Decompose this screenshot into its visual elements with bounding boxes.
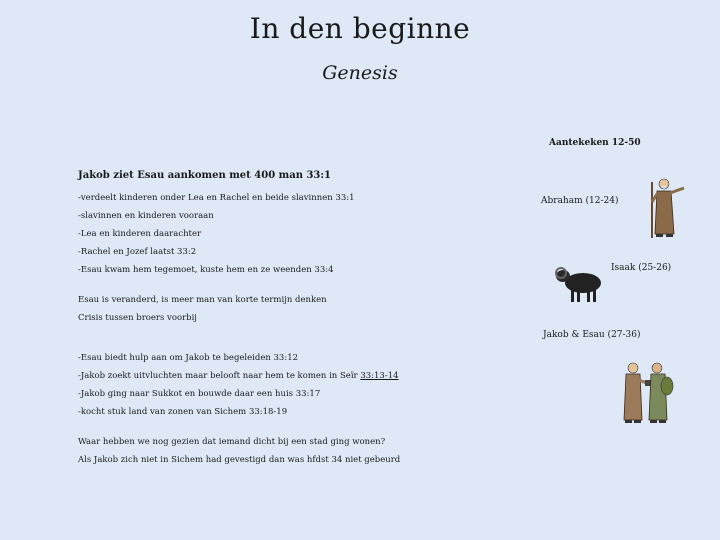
slide-subtitle: Genesis [322, 62, 398, 84]
aside-heading: Aantekeken 12-50 [549, 138, 641, 148]
slide-title: In den beginne [249, 12, 471, 45]
section-heading: Jakob ziet Esau aankomen met 400 man 33:1 [78, 170, 332, 181]
verse-reference: 33:13-14 [360, 371, 399, 381]
text-line: -Jakob ging naar Sukkot en bouwde daar een huis 33:17 [78, 389, 321, 399]
text-line: -Rachel en Jozef laatst 33:2 [78, 247, 197, 257]
main-text [78, 170, 498, 469]
text-line: -Esau kwam hem tegemoet, kuste hem en ze weenden 33:4 [78, 265, 334, 275]
abraham-label: Abraham (12-24) [541, 196, 619, 206]
text-line-main: -Jakob zoekt uitvluchten maar belooft naar hem te komen in Seïr [78, 371, 358, 381]
text-line: Als Jakob zich niet in Sichem had gevestigd dan was hfdst 34 niet gebeurd [78, 455, 401, 465]
text-line: -verdeelt kinderen onder Lea en Rachel en beide slavinnen 33:1 [78, 193, 355, 203]
text-line: -Lea en kinderen daarachter [78, 229, 202, 239]
jacob-esau-figures-icon [617, 360, 675, 426]
text-line: -slavinnen en kinderen vooraan [78, 211, 214, 221]
text-line: Waar hebben we nog gezien dat iemand dicht bij een stad ging wonen? [78, 437, 386, 447]
text-line: Esau is veranderd, is meer man van korte termijn denken [78, 295, 327, 305]
text-line: Crisis tussen broers voorbij [78, 313, 197, 323]
text-line: -Esau biedt hulp aan om Jakob te begeleiden 33:12 [78, 353, 299, 363]
text-line [78, 367, 498, 385]
text-line: -kocht stuk land van zonen van Sichem 33:18-19 [78, 407, 288, 417]
jakob-esau-label: Jakob & Esau (27-36) [543, 330, 641, 340]
ram-icon [553, 263, 605, 305]
isaak-label: Isaak (25-26) [611, 263, 672, 273]
abraham-figure-icon [640, 176, 692, 240]
